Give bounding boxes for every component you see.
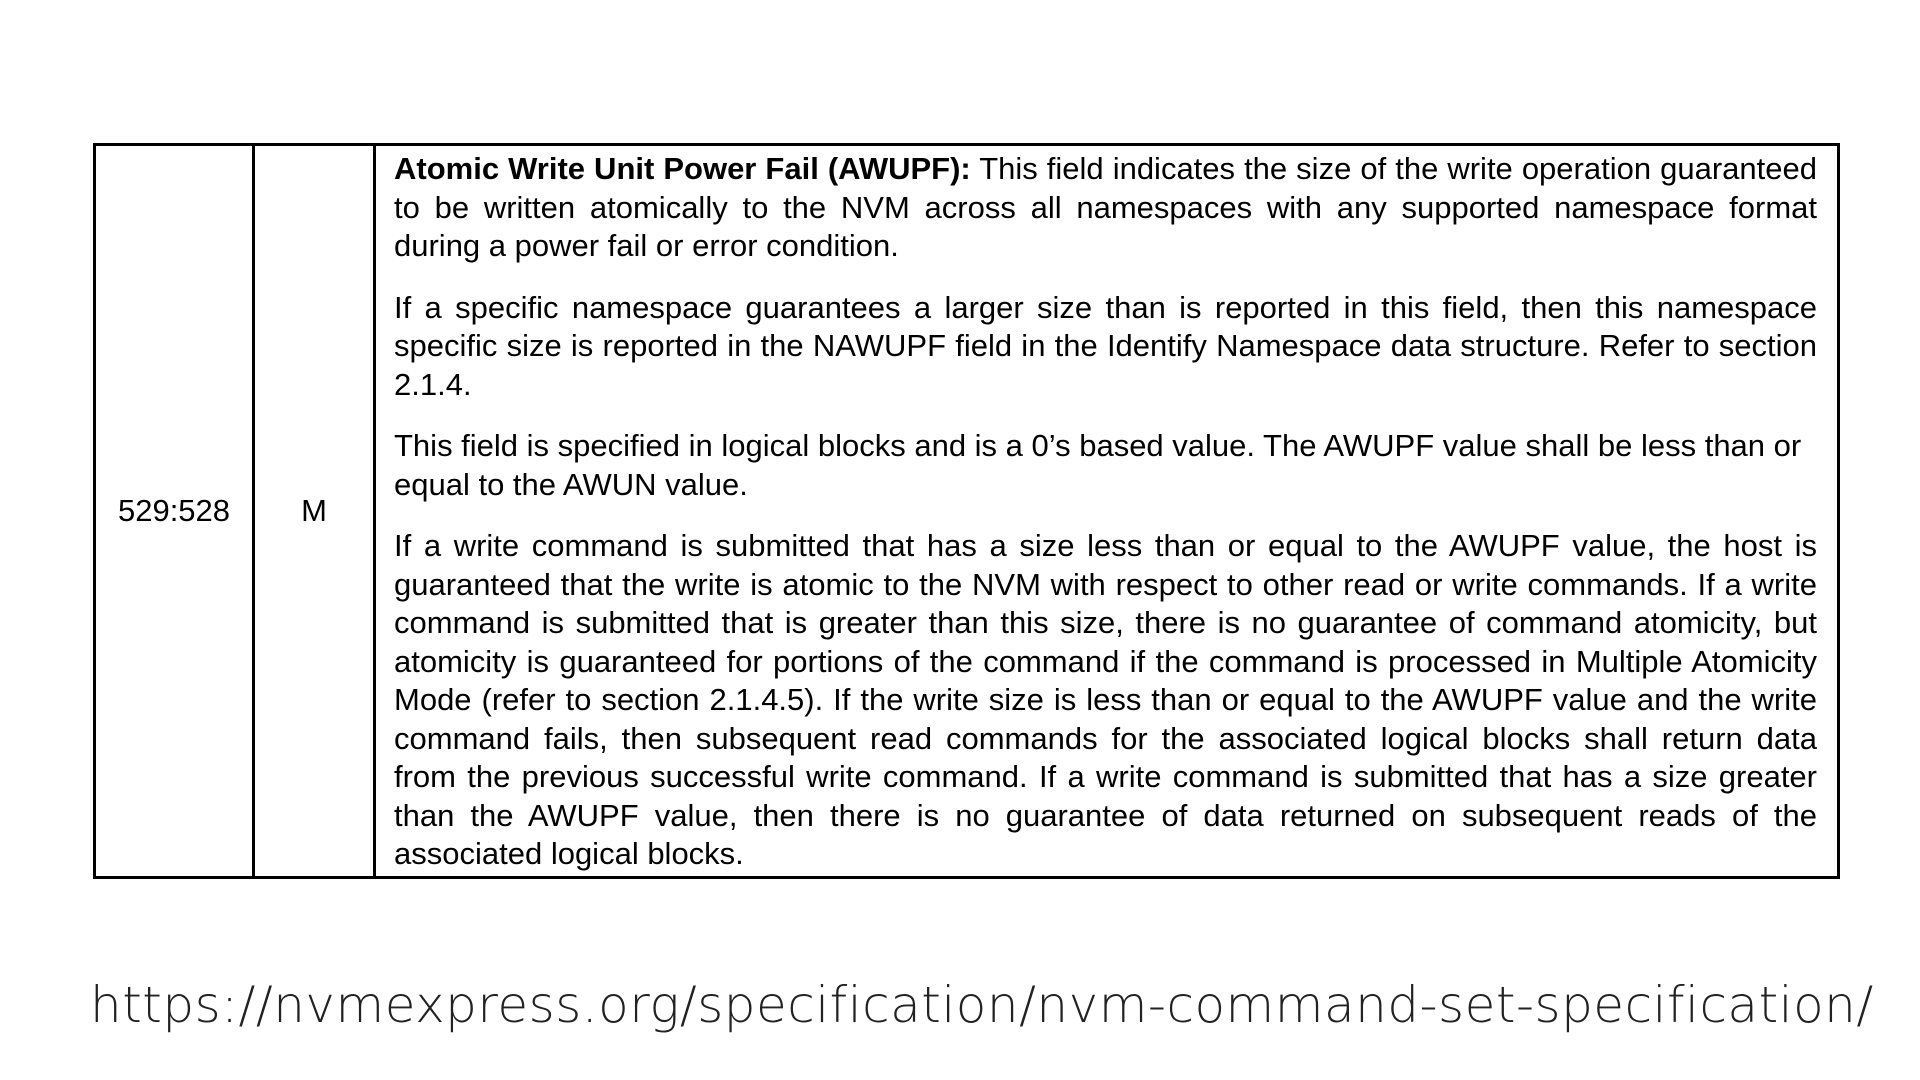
description-paragraph-2: If a specific namespace guarantees a larger size than is reported in this field, then this namespace specific size is reported in the NAWUPF field in the Identify Namespace data structure. Refer to section 2.1.4. xyxy=(394,289,1817,402)
description-cell xyxy=(375,145,1839,878)
table-row xyxy=(95,145,1839,878)
mandatory-cell: M xyxy=(254,145,375,878)
field-name: Atomic Write Unit Power Fail (AWUPF): xyxy=(394,151,971,186)
source-url: https://nvmexpress.org/specification/nvm-command-set-specification/ xyxy=(90,976,1874,1034)
spec-table xyxy=(93,143,1840,879)
description-paragraph-3: This field is specified in logical blocks and is a 0’s based value. The AWUPF value shall be less than or equal to the AWUN value. xyxy=(394,428,1802,502)
description-paragraph-1 xyxy=(394,150,1817,266)
description-text-1: This field indicates the size of the write operation guaranteed to be written atomically to the NVM across all namespaces with any supported namespace format during a power fail or error condition. xyxy=(394,151,1817,263)
bytes-cell: 529:528 xyxy=(95,145,254,878)
description-paragraph-4: If a write command is submitted that has a size less than or equal to the AWUPF value, the host is guaranteed that the write is atomic to the NVM with respect to other read or write commands. If a write command is submitted that is greater than this size, there is no guarantee of command atomicity, but atomicity is guaranteed for portions of the command if the command is processed in Multiple Atomicity Mode (refer to section 2.1.4.5). If the write size is less than or equal to the AWUPF value and the write command fails, then subsequent read commands for the associated logical blocks shall return data from the previous successful write command. If a write command is submitted that has a size greater than the AWUPF value, then there is no guarantee of data returned on subsequent reads of the associated logical blocks. xyxy=(394,528,1817,871)
